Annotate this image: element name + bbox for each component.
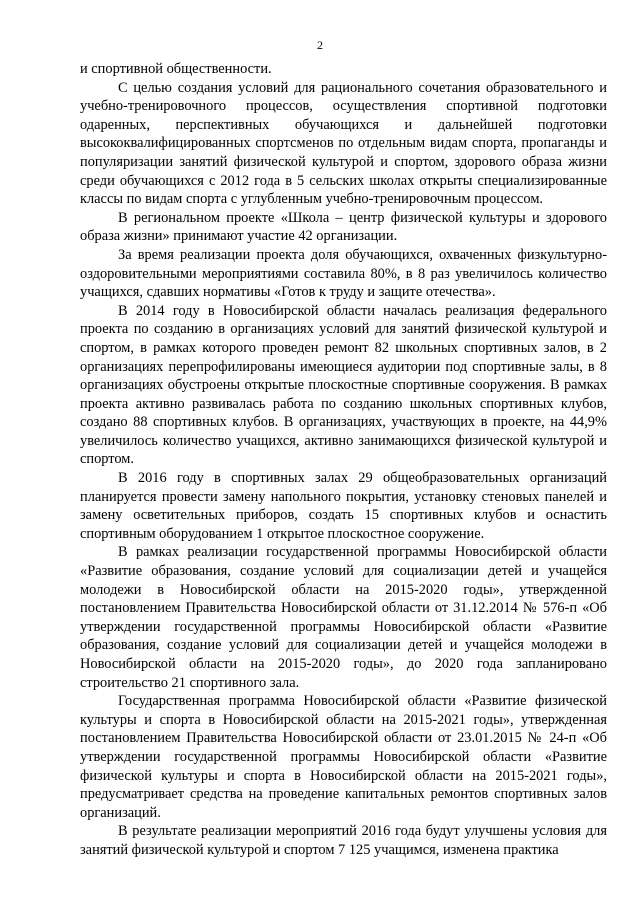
paragraph: С целью создания условий для рационального сочетания образовательного и учебно-тренировочного процессов, осуществления спортивной подготовки одаренных, перспективных обучающихся и дальнейшей подготовки высококвалифицированных спортсменов по отдельным видам спорта, пропаганды и популяризации занятий физической культурой и спортом, здорового образа жизни среди обучающихся с 2012 года в 5 сельских школах открыты специализированные классы по видам спорта с углубленным учебно-тренировочным процессом. bbox=[80, 79, 607, 208]
paragraph: В 2016 году в спортивных залах 29 общеобразовательных организаций планируется провести замену напольного покрытия, установку стеновых панелей и замену осветительных приборов, создать 15 спортивных клубов и оснастить спортивным оборудованием 1 открытое плоскостное сооружение. bbox=[80, 470, 607, 542]
paragraph: В региональном проекте «Школа – центр физической культуры и здорового образа жизни» принимают участие 42 организации. bbox=[80, 209, 607, 245]
page-number: 2 bbox=[317, 38, 323, 52]
paragraph: За время реализации проекта доля обучающихся, охваченных физкультурно-оздоровительными мероприятиями составила 80%, в 8 раз увеличилось количество учащихся, сдавших нормативы «Готов к труду и защите отечества». bbox=[80, 246, 607, 301]
document-body bbox=[80, 60, 607, 860]
paragraph: В 2014 году в Новосибирской области началась реализация федерального проекта по созданию в организациях условий для занятий физической культурой и спортом, в рамках которого проведен ремонт 82 школьных спортивных залов, в 2 организациях перепрофилированы имеющиеся аудитории под спортивные залы, в 8 организациях обустроены открытые плоскостные спортивные сооружения. В рамках проекта активно развивалась работа по созданию школьных спортивных клубов, создано 88 спортивных клубов. В организациях, участвующих в проекте, на 44,9% увеличилось количество учащихся, активно занимающихся физической культурой и спортом. bbox=[80, 302, 607, 468]
paragraph: и спортивной общественности. bbox=[80, 61, 272, 77]
paragraph: В результате реализации мероприятий 2016 года будут улучшены условия для занятий физической культурой и спортом 7 125 учащимся, изменена практика bbox=[80, 823, 607, 858]
paragraph: Государственная программа Новосибирской области «Развитие физической культуры и спорта в Новосибирской области на 2015-2021 годы», утвержденная постановлением Правительства Новосибирской области от 23.01.2015 № 24-п «Об утверждении государственной программы Новосибирской области «Развитие физической культуры и спорта в Новосибирской области на 2015-2021 годы», предусматривает средства на проведение капитальных ремонтов спортивных залов организаций. bbox=[80, 693, 607, 821]
paragraph: В рамках реализации государственной программы Новосибирской области «Развитие образования, создание условий для социализации детей и учащейся молодежи в Новосибирской области на 2015-2020 годы», утвержденной постановлением Правительства Новосибирской области от 31.12.2014 № 576-п «Об утверждении государственной программы Новосибирской области «Развитие образования, создание условий для социализации детей и учащейся молодежи в Новосибирской области на 2015-2020 годы», до 2020 года запланировано строительство 21 спортивного зала. bbox=[80, 544, 607, 691]
